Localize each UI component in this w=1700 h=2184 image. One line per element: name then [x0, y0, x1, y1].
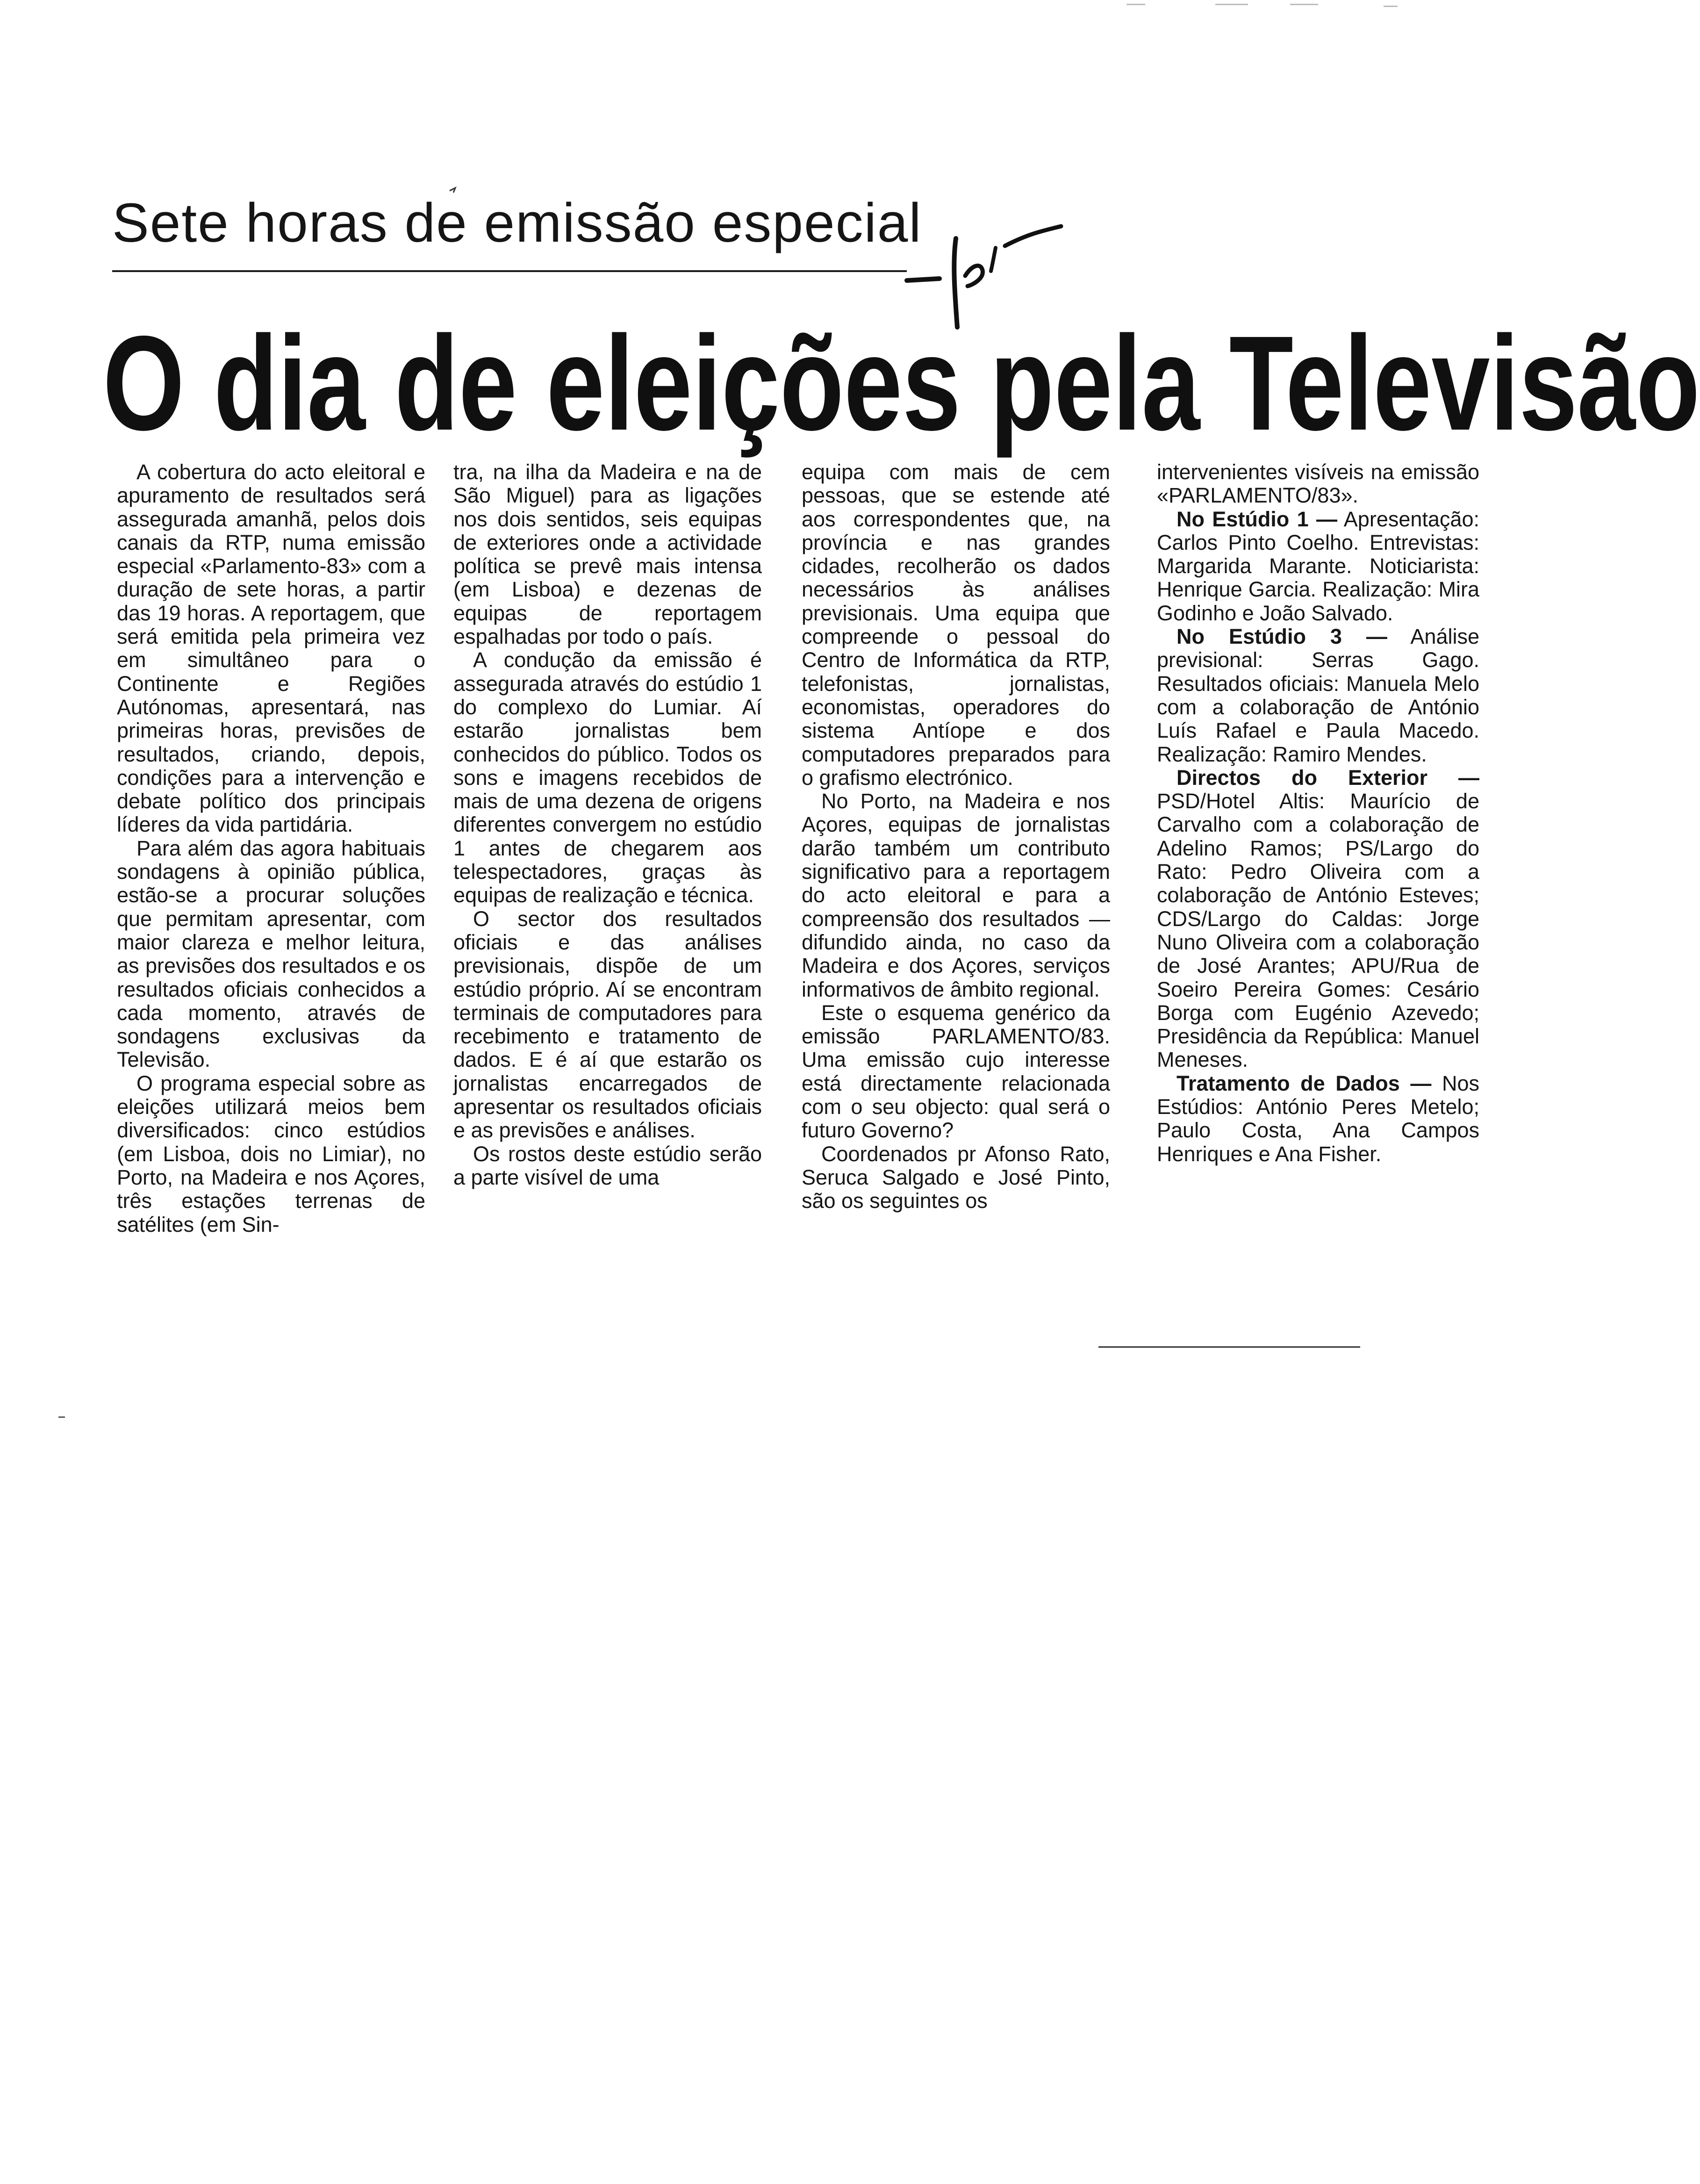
- paragraph: A condução da emissão é assegurada através do estúdio 1 do complexo do Lumiar. Aí estarão jornalistas bem conhecidos do público. Todos os sons e imagens recebidos de mais de uma dezena de origens diferentes convergem no estúdio 1 antes de chegarem aos telespectadores, graças às equipas de realização e técnica.: [453, 648, 762, 907]
- section-heading: No Estúdio 1 —: [1176, 507, 1337, 531]
- article-column-3: [802, 460, 1110, 1213]
- paragraph: A cobertura do acto eleitoral e apuramento de resultados será assegurada amanhã, pelos dois canais da RTP, numa emissão especial «Parlamento-83» com a duração de sete horas, a partir das 19 horas. A reportagem, que será emitida pela primeira vez em simultâneo para o Continente e Regiões Autónomas, apresentará, nas primeiras horas, previsões de resultados, criando, depois, condições para a intervenção e debate político dos principais líderes da vida partidária.: [117, 460, 425, 837]
- paragraph: equipa com mais de cem pessoas, que se estende até aos correspondentes que, na província e nas grandes cidades, recolherão os dados necessários às análises previsionais. Uma equipa que compreende o pessoal do Centro de Informática da RTP, telefonistas, jornalistas, economistas, operadores do sistema Antíope e dos computadores preparados para o grafismo electrónico.: [802, 460, 1110, 790]
- section-text: Apresentação: Carlos Pinto Coelho. Entrevistas: Margarida Marante. Noticiarista: Henrique Garcia. Realização: Mira Godinho e João Salvado.: [1157, 507, 1479, 625]
- article-end-rule: [1098, 1346, 1360, 1348]
- article-headline: O dia de eleições pela Televisão: [103, 308, 1700, 459]
- credits-section: [1157, 766, 1479, 1072]
- paragraph: Os rostos deste estúdio serão a parte visível de uma: [453, 1142, 762, 1189]
- section-heading: No Estúdio 3 —: [1176, 625, 1387, 649]
- section-heading: Tratamento de Dados —: [1176, 1071, 1432, 1095]
- paragraph: Coordenados pr Afonso Rato, Seruca Salgado e José Pinto, são os seguintes os: [802, 1142, 1110, 1213]
- section-text: PSD/Hotel Altis: Maurício de Carvalho com a colaboração de Adelino Ramos; PS/Largo do Rato: Pedro Oliveira com a colaboração de António Esteves; CDS/Largo do Caldas: Jorge Nuno Oliveira com a colaboração de José Arantes; APU/Rua de Soeiro Pereira Gomes: Cesário Borga com Eugénio Azevedo; Presidência da República: Manuel Meneses.: [1157, 789, 1479, 1072]
- paragraph: Este o esquema genérico da emissão PARLAMENTO/83. Uma emissão cujo interesse está directamente relacionada com o seu objecto: qual será o futuro Governo?: [802, 1000, 1110, 1142]
- article-column-4: [1157, 460, 1479, 1166]
- section-text: Nos Estúdios: António Peres Metelo; Paulo Costa, Ana Campos Henriques e Ana Fisher.: [1157, 1071, 1479, 1166]
- section-heading: Directos do Exterior —: [1176, 765, 1479, 790]
- credits-section: [1157, 625, 1479, 766]
- kicker-underline: [112, 270, 907, 272]
- article-kicker: Sete horas de emissão especial: [112, 192, 922, 254]
- paragraph: Para além das agora habituais sondagens à opinião pública, estão-se a procurar soluções que permitam apresentar, com maior clareza e melhor leitura, as previsões dos resultados e os resultados oficiais conhecidos a cada momento, através de sondagens exclusivas da Televisão.: [117, 836, 425, 1072]
- article-column-2: [453, 460, 762, 1189]
- section-text: Análise previsional: Serras Gago. Resultados oficiais: Manuela Melo com a colaboração de António Luís Rafael e Paula Macedo. Realização: Ramiro Mendes.: [1157, 625, 1479, 766]
- paragraph: intervenientes visíveis na emissão «PARLAMENTO/83».: [1157, 460, 1479, 508]
- paragraph: No Porto, na Madeira e nos Açores, equipas de jornalistas darão também um contributo significativo para a reportagem do acto eleitoral e para a compreensão dos resultados — difundido ainda, no caso da Madeira e dos Açores, serviços informativos de âmbito regional.: [802, 789, 1110, 1001]
- credits-section: [1157, 508, 1479, 625]
- paragraph: O programa especial sobre as eleições utilizará meios bem diversificados: cinco estúdios (em Lisboa, dois no Limiar), no Porto, na Madeira e nos Açores, três estações terrenas de satélites (em Sin-: [117, 1071, 425, 1236]
- credits-section: [1157, 1072, 1479, 1166]
- paragraph: tra, na ilha da Madeira e na de São Miguel) para as ligações nos dois sentidos, seis equipas de exteriores onde a actividade política se prevê mais intensa (em Lisboa) e dezenas de equipas de reportagem espalhadas por todo o país.: [453, 460, 762, 649]
- paragraph: O sector dos resultados oficiais e das análises previsionais, dispõe de um estúdio próprio. Aí se encontram terminais de computadores para recebimento e tratamento de dados. E é aí que estarão os jornalistas encarregados de apresentar os resultados oficiais e as previsões e análises.: [453, 906, 762, 1142]
- article-column-1: [117, 460, 425, 1236]
